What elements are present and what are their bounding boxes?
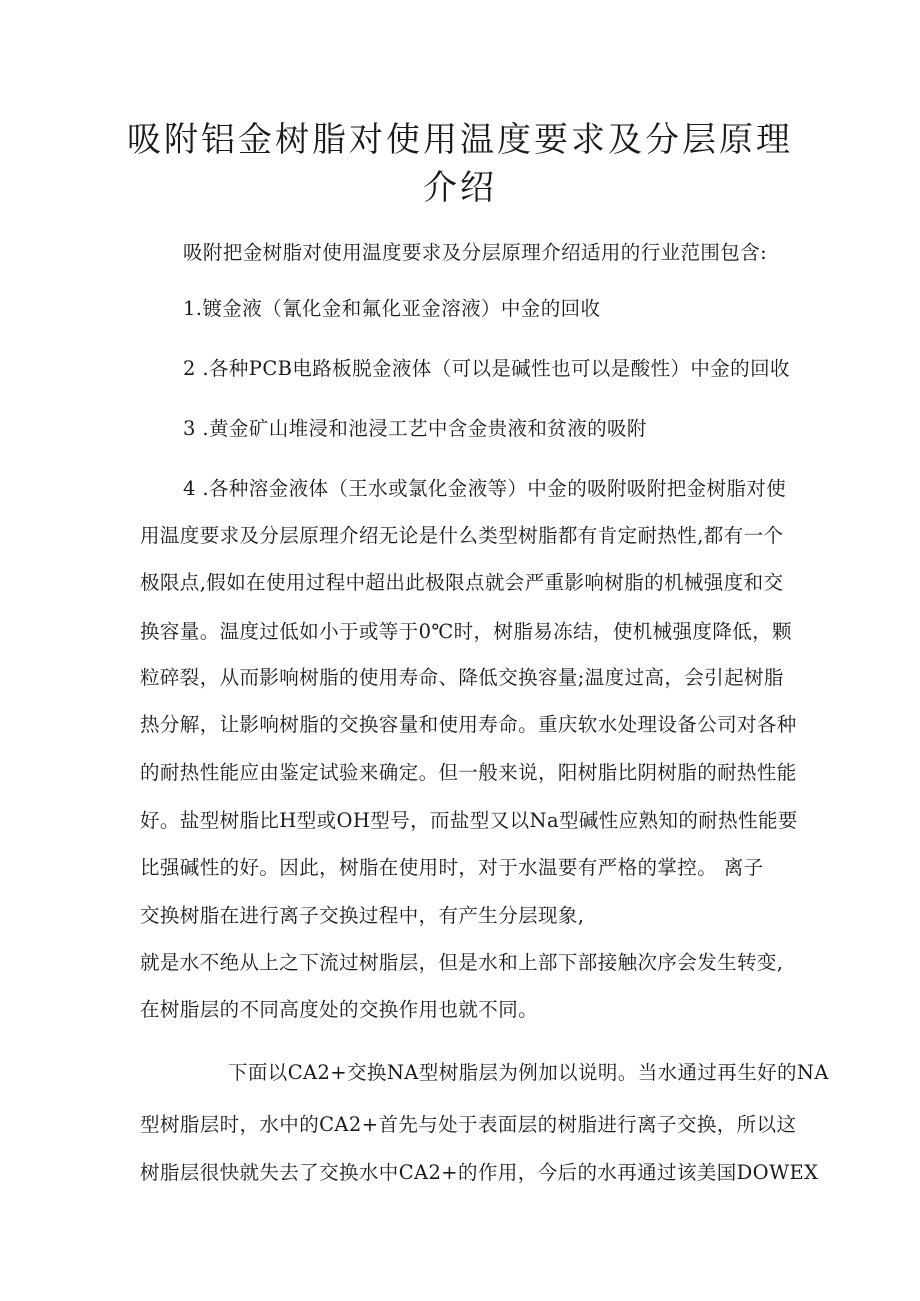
paragraph-line: 比强碱性的好。因此，树脂在使用时，对于水温要有严格的掌控。 离子 (140, 856, 764, 879)
list-item-1: 1.镀金液（氰化金和氟化亚金溶液）中金的回收 (183, 297, 601, 320)
paragraph-line: 树脂层很快就失去了交换水中CA2+的作用，今后的水再通过该美国DOWEX (140, 1161, 819, 1184)
paragraph-line: 好。盐型树脂比H型或OH型号，而盐型又以Na型碱性应熟知的耐热性能要 (140, 809, 798, 832)
document-title-line-1: 吸附铝金树脂对使用温度要求及分层原理 (127, 120, 793, 160)
paragraph-line: 换容量。温度过低如小于或等于0℃时，树脂易冻结，使机械强度降低，颗 (140, 620, 792, 643)
document-title-line-2: 介绍 (423, 168, 497, 208)
paragraph-line: 下面以CA2+交换NA型树脂层为例加以说明。当水通过再生好的NA (228, 1061, 829, 1084)
paragraph-line: 型树脂层时，水中的CA2+首先与处于表面层的树脂进行离子交换，所以这 (140, 1113, 797, 1136)
paragraph-line: 就是水不绝从上之下流过树脂层，但是水和上部下部接触次序会发生转变, (140, 951, 784, 974)
paragraph-line: 热分解，让影响树脂的交换容量和使用寿命。重庆软水处理设备公司对各种 (140, 713, 797, 736)
paragraph-line: 用温度要求及分层原理介绍无论是什么类型树脂都有肯定耐热性,都有一个 (140, 524, 784, 547)
paragraph-line: 的耐热性能应由鉴定试验来确定。但一般来说，阳树脂比阴树脂的耐热性能 (140, 761, 797, 784)
list-item-3: 3 .黄金矿山堆浸和池浸工艺中含金贵液和贫液的吸附 (183, 417, 647, 440)
list-item-4: 4 .各种溶金液体（王水或氯化金液等）中金的吸附吸附把金树脂对使 (183, 477, 787, 500)
list-item-2: 2 .各种PCB电路板脱金液体（可以是碱性也可以是酸性）中金的回收 (183, 357, 790, 380)
intro-text: 吸附把金树脂对使用温度要求及分层原理介绍适用的行业范围包含: (183, 241, 768, 264)
paragraph-line: 极限点,假如在使用过程中超出此极限点就会严重影响树脂的机械强度和交 (140, 571, 784, 594)
paragraph-line: 粒碎裂，从而影响树脂的使用寿命、降低交换容量;温度过高，会引起树脂 (140, 666, 784, 689)
paragraph-line: 交换树脂在进行离子交换过程中，有产生分层现象, (140, 904, 585, 927)
paragraph-line: 在树脂层的不同高度处的交换作用也就不同。 (140, 998, 539, 1021)
